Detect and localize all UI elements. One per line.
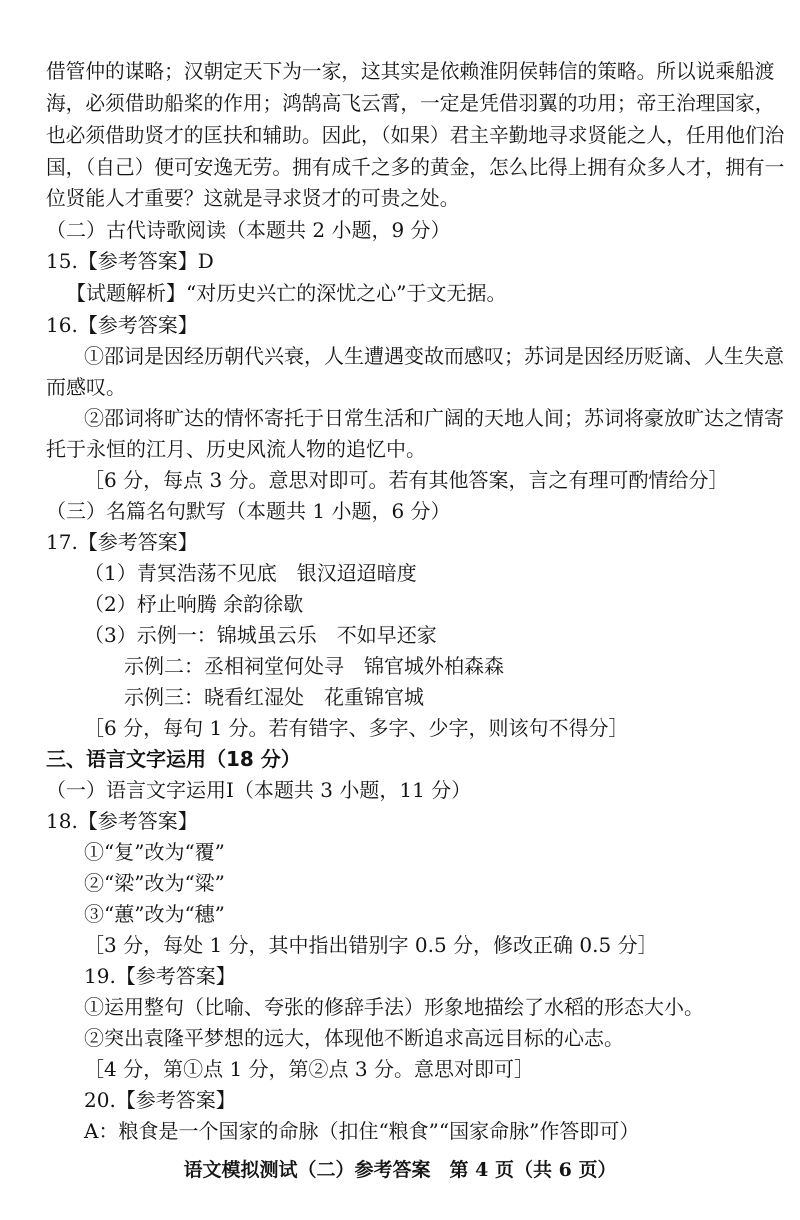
text-line-2: 海，必须借助船桨的作用；鸿鹄高飞云霄，一定是凭借羽翼的功用；帝王治理国家，: [46, 92, 775, 115]
answer-16-point-1-cont: 而感叹。: [46, 375, 126, 399]
text-line-5: 位贤能人才重要？这就是寻求贤才的可贵之处。: [46, 187, 460, 210]
answer-16-point-2-cont: 托于永恒的江月、历史风流人物的追忆中。: [46, 437, 426, 461]
answer-18-item-3: ③“蕙”改为“穗”: [84, 902, 225, 926]
answer-18-scoring: ［3 分，每处 1 分，其中指出错别字 0.5 分，修改正确 0.5 分］: [84, 933, 658, 957]
answer-20-point-a: A：粮食是一个国家的命脉（扣住“粮食”“国家命脉”作答即可）: [84, 1119, 640, 1143]
answer-17-example-3: 示例三：晓看红湿处 花重锦官城: [124, 685, 424, 709]
answer-18-title: 18.【参考答案】: [46, 809, 198, 833]
answer-17-scoring: ［6 分，每句 1 分。若有错字、多字、少字，则该句不得分］: [84, 716, 629, 740]
answer-15-analysis: 【试题解析】“对历史兴亡的深忧之心”于文无据。: [66, 281, 507, 305]
answer-19-scoring: ［4 分，第①点 1 分，第②点 3 分。意思对即可］: [84, 1057, 534, 1081]
answer-19-title: 19.【参考答案】: [84, 964, 236, 988]
text-line-4: 国，（自己）便可安逸无劳。拥有成千之多的黄金，怎么比得上拥有众多人才，拥有一: [46, 156, 785, 179]
answer-20-title: 20.【参考答案】: [84, 1088, 236, 1112]
answer-18-item-2: ②“梁”改为“粱”: [84, 871, 225, 895]
text-line-1: 借管仲的谋略；汉朝定天下为一家，这其实是依赖淮阴侯韩信的策略。所以说乘船渡: [46, 60, 775, 83]
answer-17-item-3: （3）示例一：锦城虽云乐 不如早还家: [84, 623, 437, 647]
answer-18-item-1: ①“复”改为“覆”: [84, 840, 225, 864]
text-line-3: 也必须借助贤才的匡扶和辅助。因此，（如果）君主辛勤地寻求贤能之人，任用他们治: [46, 124, 785, 147]
answer-17-item-2: （2）杼止响腾 余韵徐歇: [84, 592, 304, 616]
answer-19-point-1: ①运用整句（比喻、夸张的修辞手法）形象地描绘了水稻的形态大小。: [84, 995, 704, 1019]
part-heading-language: 三、语言文字运用（18 分）: [46, 747, 301, 771]
answer-17-item-1: （1）青冥浩荡不见底 银汉迢迢暗度: [84, 561, 417, 585]
answer-17-title: 17.【参考答案】: [46, 530, 198, 554]
answer-16-point-1: ①邵词是因经历朝代兴衰，人生遭遇变故而感叹；苏词是因经历贬谪、人生失意: [84, 344, 784, 368]
section-heading-recitation: （三）名篇名句默写（本题共 1 小题，6 分）: [46, 499, 451, 523]
answer-19-point-2: ②突出袁隆平梦想的远大，体现他不断追求高远目标的心志。: [84, 1026, 624, 1050]
section-heading-language-1: （一）语言文字运用Ⅰ（本题共 3 小题，11 分）: [46, 778, 472, 802]
answer-16-point-2: ②邵词将旷达的情怀寄托于日常生活和广阔的天地人间；苏词将豪放旷达之情寄: [84, 406, 784, 430]
answer-17-example-2: 示例二：丞相祠堂何处寻 锦官城外柏森森: [124, 654, 504, 678]
answer-15-title: 15.【参考答案】D: [46, 249, 214, 273]
answer-16-title: 16.【参考答案】: [46, 313, 198, 337]
page-footer: 语文模拟测试（二）参考答案 第 4 页（共 6 页）: [183, 1159, 617, 1181]
section-heading-poetry: （二）古代诗歌阅读（本题共 2 小题，9 分）: [46, 218, 451, 242]
answer-16-scoring: ［6 分，每点 3 分。意思对即可。若有其他答案，言之有理可酌情给分］: [84, 468, 729, 492]
